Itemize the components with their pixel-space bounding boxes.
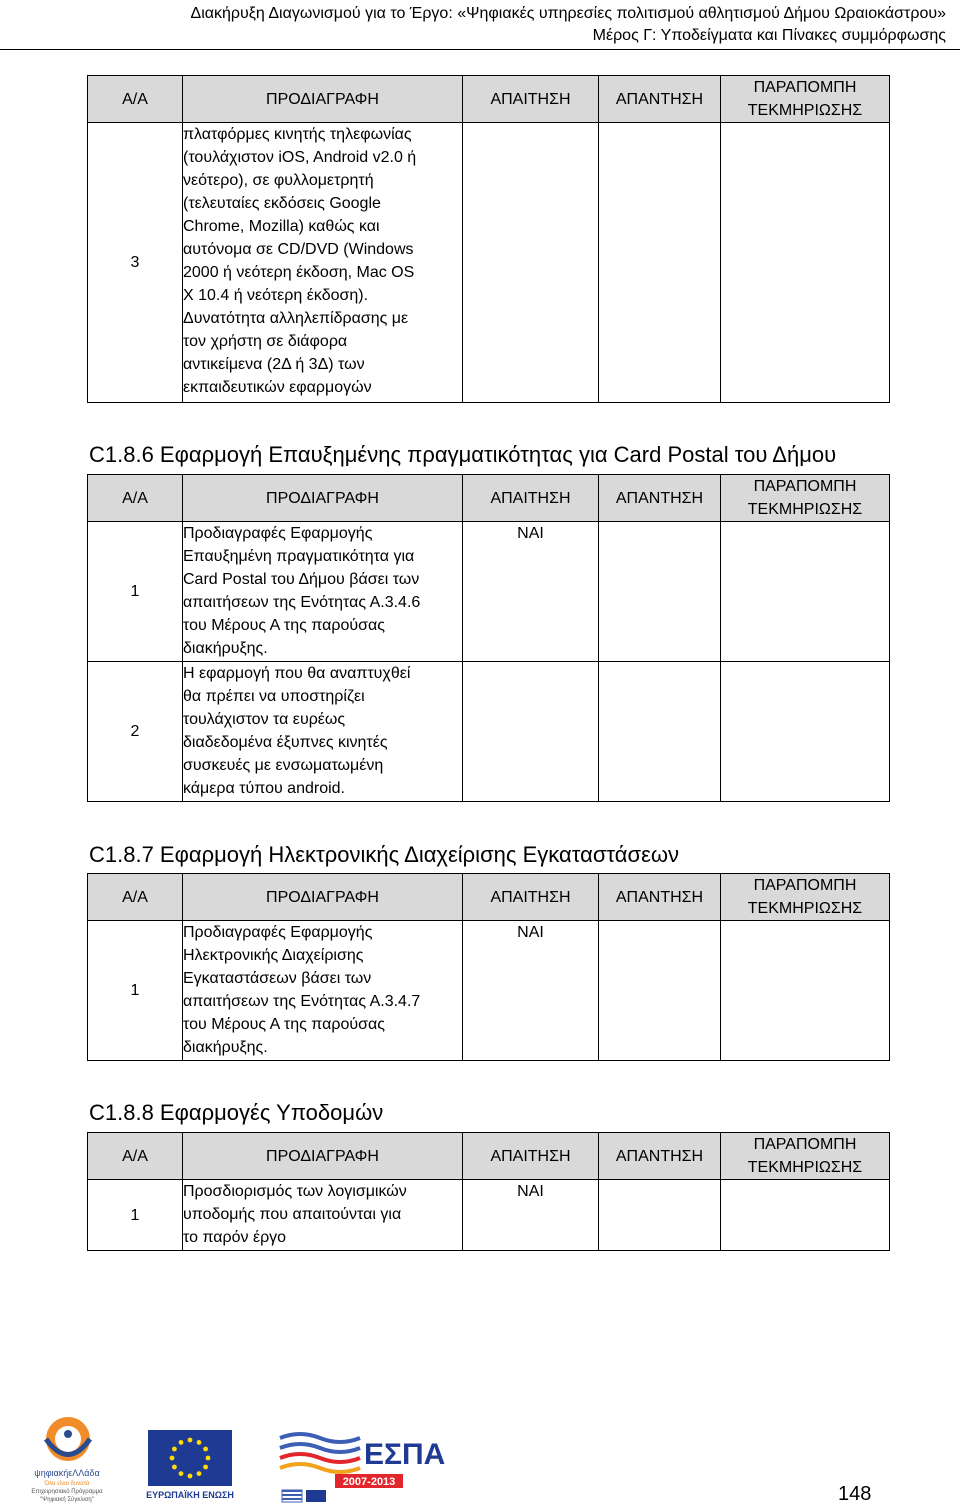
eu-star bbox=[197, 1440, 202, 1445]
digital-greece-logo bbox=[31, 1417, 103, 1503]
row-number: 1 bbox=[88, 921, 183, 1061]
compliance-table-4 bbox=[87, 1132, 890, 1251]
svg-text:Όλα είναι δυνατά: Όλα είναι δυνατά bbox=[44, 1481, 90, 1487]
row-answer-cell[interactable] bbox=[599, 123, 721, 403]
row-reference-cell[interactable] bbox=[721, 921, 890, 1061]
svg-text:Επιχειρησιακό Πρόγραμμα: Επιχειρησιακό Πρόγραμμα bbox=[31, 1489, 103, 1495]
row-answer-cell[interactable] bbox=[599, 522, 721, 662]
row-spec: Προδιαγραφές Εφαρμογής Επαυξημένη πραγματικότητα για Card Postal του Δήμου βάσει των απαιτήσεων της Ενότητας Α.3.4.6 του Μέρους Α της παρούσας διακήρυξης. bbox=[183, 522, 463, 662]
col-req: ΑΠΑΙΤΗΣΗ bbox=[463, 1133, 599, 1180]
row-requirement: ΝΑΙ bbox=[463, 1180, 599, 1251]
row-spec: Προδιαγραφές Εφαρμογής Ηλεκτρονικής Διαχείρισης Εγκαταστάσεων βάσει των απαιτήσεων της Ενότητας Α.3.4.7 του Μέρους Α της παρούσας διακήρυξης. bbox=[183, 921, 463, 1061]
col-ref: ΠΑΡΑΠΟΜΠΗ ΤΕΚΜΗΡΙΩΣΗΣ bbox=[721, 1133, 890, 1180]
eu-star bbox=[172, 1465, 177, 1470]
section-heading-c187: C1.8.7 Εφαρμογή Ηλεκτρονικής Διαχείρισης Εγκαταστάσεων bbox=[89, 842, 680, 867]
col-req: ΑΠΑΙΤΗΣΗ bbox=[463, 76, 599, 123]
table-header-row bbox=[88, 1133, 890, 1180]
col-aa: Α/Α bbox=[88, 1133, 183, 1180]
col-ans: ΑΠΑΝΤΗΣΗ bbox=[599, 76, 721, 123]
eu-star bbox=[170, 1456, 175, 1461]
compliance-table-3 bbox=[87, 873, 890, 1061]
row-requirement: ΝΑΙ bbox=[463, 921, 599, 1061]
col-ans: ΑΠΑΝΤΗΣΗ bbox=[599, 874, 721, 921]
eu-star bbox=[203, 1465, 208, 1470]
eu-star bbox=[203, 1447, 208, 1452]
col-spec: ΠΡΟΔΙΑΓΡΑΦΗ bbox=[183, 1133, 463, 1180]
row-requirement: ΝΑΙ bbox=[463, 522, 599, 662]
eu-star bbox=[188, 1438, 193, 1443]
table-row bbox=[88, 522, 890, 662]
row-reference-cell[interactable] bbox=[721, 522, 890, 662]
col-ans: ΑΠΑΝΤΗΣΗ bbox=[599, 475, 721, 522]
svg-text:"Ψηφιακή Σύγκλιση": "Ψηφιακή Σύγκλιση" bbox=[40, 1497, 94, 1503]
row-spec: Η εφαρμογή που θα αναπτυχθεί θα πρέπει να υποστηρίζει τουλάχιστον τα ευρέως διαδεδομένα έξυπνες κινητές συσκευές με ενσωματωμένη κάμερα τύπου android. bbox=[183, 662, 463, 802]
header-divider bbox=[0, 49, 960, 50]
row-requirement bbox=[463, 662, 599, 802]
col-ref: ΠΑΡΑΠΟΜΠΗ ΤΕΚΜΗΡΙΩΣΗΣ bbox=[721, 475, 890, 522]
col-req: ΑΠΑΙΤΗΣΗ bbox=[463, 475, 599, 522]
row-number: 1 bbox=[88, 522, 183, 662]
footer-logos bbox=[0, 1410, 960, 1503]
row-number: 3 bbox=[88, 123, 183, 403]
eu-star bbox=[188, 1474, 193, 1479]
row-answer-cell[interactable] bbox=[599, 662, 721, 802]
col-spec: ΠΡΟΔΙΑΓΡΑΦΗ bbox=[183, 76, 463, 123]
col-ref: ΠΑΡΑΠΟΜΠΗ ΤΕΚΜΗΡΙΩΣΗΣ bbox=[721, 874, 890, 921]
col-spec: ΠΡΟΔΙΑΓΡΑΦΗ bbox=[183, 475, 463, 522]
row-reference-cell[interactable] bbox=[721, 123, 890, 403]
row-spec: Προσδιορισμός των λογισμικών υποδομής που απαιτούνται για το παρόν έργο bbox=[183, 1180, 463, 1251]
espa-logo bbox=[280, 1434, 445, 1502]
col-req: ΑΠΑΙΤΗΣΗ bbox=[463, 874, 599, 921]
table-row bbox=[88, 1180, 890, 1251]
espa-text: ΕΣΠΑ bbox=[364, 1438, 446, 1471]
section-heading-c186: C1.8.6 Εφαρμογή Επαυξημένης πραγματικότητας για Card Postal του Δήμου bbox=[89, 442, 837, 467]
header-subtitle: Μέρος Γ: Υποδείγματα και Πίνακες συμμόρφωσης bbox=[592, 27, 946, 44]
col-ans: ΑΠΑΝΤΗΣΗ bbox=[599, 1133, 721, 1180]
compliance-table-2 bbox=[87, 474, 890, 802]
row-reference-cell[interactable] bbox=[721, 1180, 890, 1251]
row-number: 2 bbox=[88, 662, 183, 802]
eu-star bbox=[179, 1471, 184, 1476]
eu-star bbox=[206, 1456, 211, 1461]
table-header-row bbox=[88, 76, 890, 123]
col-ref: ΠΑΡΑΠΟΜΠΗ ΤΕΚΜΗΡΙΩΣΗΣ bbox=[721, 76, 890, 123]
row-spec: πλατφόρμες κινητής τηλεφωνίας (τουλάχιστον iOS, Android v2.0 ή νεότερο), σε φυλλομετρητή (τελευταίες εκδόσεις Google Chrome, Mozilla) καθώς και αυτόνομα σε CD/DVD (Windows 2000 ή νεότερη έκδοση, Mac OS X 10.4 ή νεότερη έκδοση). Δυνατότητα αλληλεπίδρασης με τον χρήστη σε διάφορα αντικείμενα (2Δ ή 3Δ) των εκπαιδευτικών εφαρμογών bbox=[183, 123, 463, 403]
col-aa: Α/Α bbox=[88, 874, 183, 921]
eu-star bbox=[172, 1447, 177, 1452]
col-aa: Α/Α bbox=[88, 76, 183, 123]
eu-star bbox=[179, 1440, 184, 1445]
row-reference-cell[interactable] bbox=[721, 662, 890, 802]
row-answer-cell[interactable] bbox=[599, 1180, 721, 1251]
row-requirement bbox=[463, 123, 599, 403]
row-number: 1 bbox=[88, 1180, 183, 1251]
col-aa: Α/Α bbox=[88, 475, 183, 522]
row-answer-cell[interactable] bbox=[599, 921, 721, 1061]
table-row bbox=[88, 123, 890, 403]
eu-star bbox=[197, 1471, 202, 1476]
eu-label: ΕΥΡΩΠΑΪΚΗ ΕΝΩΣΗ bbox=[146, 1490, 234, 1500]
col-spec: ΠΡΟΔΙΑΓΡΑΦΗ bbox=[183, 874, 463, 921]
table-row bbox=[88, 921, 890, 1061]
header-title: Διακήρυξη Διαγωνισμού για το Έργο: «Ψηφιακές υπηρεσίες πολιτισμού αθλητισμού Δήμου Ωραιοκάστρου» bbox=[190, 5, 946, 22]
compliance-table-1 bbox=[87, 75, 890, 403]
digital-greece-text: ψηφιακήεΛΛάδα bbox=[34, 1468, 100, 1478]
section-heading-c188: C1.8.8 Εφαρμογές Υποδομών bbox=[89, 1100, 384, 1125]
espa-years: 2007-2013 bbox=[342, 1476, 396, 1488]
eu-flag-logo bbox=[146, 1430, 234, 1500]
page-number: 148 bbox=[838, 1483, 872, 1505]
table-header-row bbox=[88, 475, 890, 522]
table-header-row bbox=[88, 874, 890, 921]
table-row bbox=[88, 662, 890, 802]
